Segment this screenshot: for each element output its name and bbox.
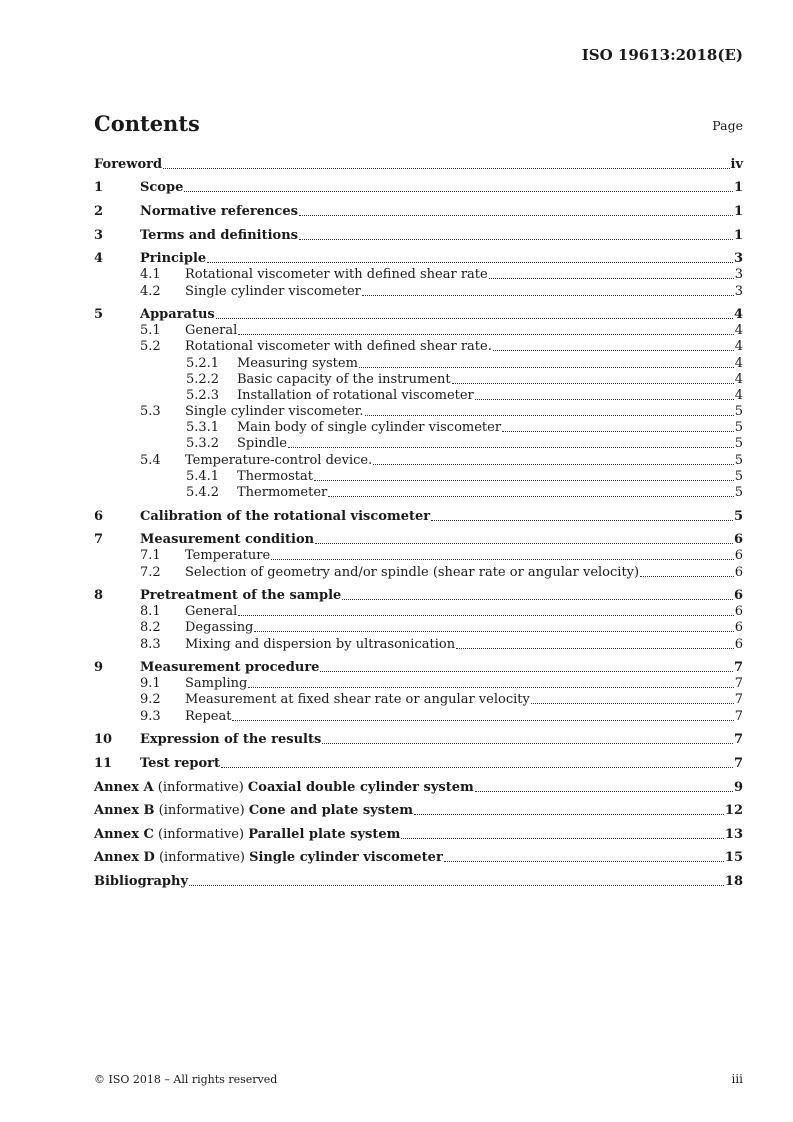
toc-entry-page: 3 (733, 251, 743, 266)
annex-prefix: Annex D (94, 850, 155, 865)
toc-entry-number: 5.3.2 (186, 436, 220, 451)
toc-entry-label: Degassing (185, 620, 254, 635)
toc-entry-page: 5 (734, 404, 743, 419)
toc-entry[interactable] (94, 755, 743, 771)
toc-entry-number: 8.2 (140, 620, 161, 635)
toc-entry-page: 5 (734, 420, 743, 435)
toc-entry[interactable] (94, 779, 743, 795)
toc-entry-number: 7.1 (140, 548, 161, 563)
dot-leader (401, 837, 724, 839)
toc-entry-page: 7 (733, 756, 743, 771)
toc-entry-number: 5.2.2 (186, 372, 220, 387)
toc-entry[interactable] (94, 826, 743, 842)
dot-leader (531, 702, 734, 704)
toc-entry[interactable] (94, 250, 743, 266)
toc-entry-page: 4 (734, 356, 743, 371)
toc-entry-label: Bibliography (94, 874, 189, 889)
toc-entry-label: Selection of geometry and/or spindle (shear rate or angular velocity) (185, 565, 640, 580)
toc-entry[interactable] (94, 802, 743, 818)
toc-entry-page: 5 (733, 509, 743, 524)
toc-entry-label (94, 827, 400, 842)
dot-leader (288, 446, 734, 448)
toc-entry-label: Single cylinder viscometer (185, 284, 361, 299)
dot-leader (489, 277, 734, 279)
toc-entry-page: 4 (734, 339, 743, 354)
toc-entry-number: 5.3.1 (186, 420, 220, 435)
toc-entry-label (94, 850, 443, 865)
toc-entry-label: Scope (140, 180, 184, 195)
toc-entry-label: General (185, 604, 238, 619)
toc-entry-label: Thermostat (237, 469, 313, 484)
toc-entry-page: 7 (734, 692, 743, 707)
toc-entry-page: 4 (734, 388, 743, 403)
dot-leader (414, 813, 724, 815)
dot-leader (452, 382, 734, 384)
toc-entry[interactable] (94, 435, 743, 451)
toc-entry-label: Apparatus (140, 307, 215, 322)
dot-leader (493, 349, 734, 351)
dot-leader (456, 647, 734, 649)
toc-entry-label: Expression of the results (140, 732, 322, 747)
toc-entry[interactable] (94, 419, 743, 435)
toc-entry-page: 1 (733, 228, 743, 243)
dot-leader (221, 766, 733, 768)
toc-entry-number: 8 (94, 588, 104, 603)
toc-entry-page: 4 (734, 323, 743, 338)
annex-title: Cone and plate system (248, 803, 414, 818)
toc-entry-label: General (185, 323, 238, 338)
annex-type: (informative) (154, 803, 249, 818)
page-title: Contents (94, 111, 200, 136)
toc-entry-label: Principle (140, 251, 207, 266)
toc-entry-number: 4.1 (140, 267, 161, 282)
toc-entry[interactable] (94, 691, 743, 707)
toc-entry-number: 5.1 (140, 323, 161, 338)
toc-entry-page: 3 (734, 284, 743, 299)
page-column-heading: Page (712, 118, 743, 133)
dot-leader (238, 333, 733, 335)
toc-entry-number: 10 (94, 732, 113, 747)
toc-entry-number: 5.2.3 (186, 388, 220, 403)
toc-entry[interactable] (94, 849, 743, 865)
toc-entry-label: Sampling (185, 676, 248, 691)
toc-entry-number: 7.2 (140, 565, 161, 580)
toc-entry-page: 6 (734, 548, 743, 563)
footer-page-number: iii (731, 1072, 743, 1086)
toc-entry-number: 9.1 (140, 676, 161, 691)
toc-entry-label: Spindle (237, 436, 287, 451)
toc-entry-page: 7 (733, 732, 743, 747)
toc-entry-page: 13 (724, 827, 743, 842)
toc-entry-label: Basic capacity of the instrument (237, 372, 451, 387)
toc-entry-label: Installation of rotational viscometer (237, 388, 474, 403)
toc-entry[interactable] (94, 203, 743, 219)
toc-entry-label: Pretreatment of the sample (140, 588, 342, 603)
toc-entry-number: 1 (94, 180, 104, 195)
toc-entry[interactable] (94, 731, 743, 747)
toc-entry[interactable] (94, 266, 743, 282)
toc-entry-page: 15 (724, 850, 743, 865)
dot-leader (163, 167, 729, 169)
toc-entry-label: Normative references (140, 204, 298, 219)
toc-entry[interactable] (94, 468, 743, 484)
toc-entry[interactable] (94, 659, 743, 675)
toc-entry[interactable] (94, 484, 743, 500)
toc-entry[interactable] (94, 547, 743, 563)
annex-type: (informative) (153, 827, 249, 842)
dot-leader (320, 670, 733, 672)
toc-entry-label: Temperature-control device. (185, 453, 373, 468)
toc-entry[interactable] (94, 587, 743, 603)
toc-entry-label (94, 803, 413, 818)
toc-entry[interactable] (94, 371, 743, 387)
toc-entry[interactable] (94, 675, 743, 691)
toc-entry-label: Mixing and dispersion by ultrasonication (185, 637, 456, 652)
toc-entry-label: Single cylinder viscometer. (185, 404, 364, 419)
toc-entry[interactable] (94, 708, 743, 724)
dot-leader (207, 261, 733, 263)
toc-entry-number: 4 (94, 251, 104, 266)
toc-entry-number: 5.2 (140, 339, 161, 354)
dot-leader (640, 575, 734, 577)
dot-leader (299, 214, 733, 216)
toc-entry-number: 2 (94, 204, 104, 219)
annex-type: (informative) (153, 780, 248, 795)
toc-entry[interactable] (94, 636, 743, 652)
dot-leader (314, 479, 734, 481)
toc-entry[interactable] (94, 338, 743, 354)
toc-entry-page: 12 (724, 803, 743, 818)
toc-entry-label: Rotational viscometer with defined shear rate (185, 267, 488, 282)
toc-entry-number: 5.4.2 (186, 485, 220, 500)
toc-entry-page: 1 (733, 204, 743, 219)
dot-leader (342, 598, 733, 600)
toc-entry[interactable] (94, 873, 743, 889)
toc-entry-page: 5 (734, 453, 743, 468)
dot-leader (365, 414, 734, 416)
annex-prefix: Annex C (94, 827, 154, 842)
annex-type: (informative) (154, 850, 250, 865)
toc-entry-label: Repeat (185, 709, 232, 724)
dot-leader (271, 558, 734, 560)
dot-leader (184, 190, 733, 192)
dot-leader (444, 860, 724, 862)
toc-entry-number: 3 (94, 228, 104, 243)
dot-leader (475, 790, 733, 792)
toc-entry[interactable] (94, 179, 743, 195)
toc-entry-page: 6 (734, 604, 743, 619)
dot-leader (431, 519, 733, 521)
toc-entry-page: 1 (733, 180, 743, 195)
dot-leader (248, 686, 733, 688)
dot-leader (254, 630, 733, 632)
toc-entry-page: iv (730, 157, 743, 172)
toc-entry-label: Terms and definitions (140, 228, 298, 243)
toc-entry-page: 4 (734, 372, 743, 387)
toc-entry-label: Measurement procedure (140, 660, 320, 675)
toc-entry-number: 8.1 (140, 604, 161, 619)
toc-entry-page: 6 (734, 565, 743, 580)
toc-entry-page: 6 (734, 620, 743, 635)
toc-entry-label: Measurement at fixed shear rate or angular velocity (185, 692, 530, 707)
dot-leader (232, 719, 733, 721)
toc-entry-number: 9.2 (140, 692, 161, 707)
dot-leader (359, 366, 734, 368)
toc-entry-number: 5.4.1 (186, 469, 220, 484)
toc-entry[interactable] (94, 387, 743, 403)
toc-entry-label: Test report (140, 756, 221, 771)
dot-leader (502, 430, 734, 432)
dot-leader (373, 463, 734, 465)
toc-entry[interactable] (94, 283, 743, 299)
toc-entry-label (94, 780, 474, 795)
toc-entry[interactable] (94, 227, 743, 243)
toc-entry[interactable] (94, 531, 743, 547)
toc-entry[interactable] (94, 508, 743, 524)
toc-entry-page: 18 (724, 874, 743, 889)
annex-prefix: Annex A (94, 780, 154, 795)
toc-entry-page: 9 (733, 780, 743, 795)
toc-entry-number: 4.2 (140, 284, 161, 299)
toc-entry-label: Thermometer (237, 485, 328, 500)
toc-entry-number: 6 (94, 509, 104, 524)
toc-entry-page: 7 (734, 676, 743, 691)
toc-entry-label: Calibration of the rotational viscometer (140, 509, 431, 524)
document-code: ISO 19613:2018(E) (581, 46, 743, 64)
toc-entry-page: 7 (734, 709, 743, 724)
toc-entry-page: 5 (734, 485, 743, 500)
toc-entry-page: 5 (734, 469, 743, 484)
toc-entry-label: Temperature (185, 548, 271, 563)
toc-entry[interactable] (94, 564, 743, 580)
toc-entry-label: Measuring system (237, 356, 358, 371)
dot-leader (299, 238, 733, 240)
toc-entry-number: 5.4 (140, 453, 161, 468)
toc-entry-number: 7 (94, 532, 104, 547)
toc-entry-label: Main body of single cylinder viscometer (237, 420, 502, 435)
toc-entry-number: 5.3 (140, 404, 161, 419)
annex-title: Coaxial double cylinder system (247, 780, 474, 795)
toc-entry-page: 6 (733, 532, 743, 547)
annex-title: Parallel plate system (248, 827, 401, 842)
toc-entry-number: 5 (94, 307, 104, 322)
toc-entry-number: 8.3 (140, 637, 161, 652)
toc-entry-page: 6 (733, 588, 743, 603)
toc-entry[interactable] (94, 403, 743, 419)
toc-entry-number: 5.2.1 (186, 356, 220, 371)
toc-entry[interactable] (94, 322, 743, 338)
toc-entry-label: Rotational viscometer with defined shear rate. (185, 339, 492, 354)
toc-entry[interactable] (94, 452, 743, 468)
toc-entry[interactable] (94, 603, 743, 619)
toc-entry[interactable] (94, 306, 743, 322)
toc-entry-page: 3 (734, 267, 743, 282)
toc-entry-number: 9.3 (140, 709, 161, 724)
toc-entry[interactable] (94, 156, 743, 172)
toc-entry-label: Measurement condition (140, 532, 315, 547)
toc-entry-page: 4 (733, 307, 743, 322)
dot-leader (475, 398, 734, 400)
footer-copyright: © ISO 2018 – All rights reserved (94, 1073, 278, 1086)
dot-leader (216, 317, 733, 319)
toc-entry-number: 11 (94, 756, 113, 771)
dot-leader (315, 542, 733, 544)
dot-leader (328, 495, 733, 497)
dot-leader (238, 614, 733, 616)
toc-entry[interactable] (94, 355, 743, 371)
annex-title: Single cylinder viscometer (249, 850, 443, 865)
toc-entry-page: 5 (734, 436, 743, 451)
dot-leader (322, 742, 733, 744)
dot-leader (189, 884, 724, 886)
dot-leader (362, 294, 734, 296)
toc-entry-page: 6 (734, 637, 743, 652)
toc-entry-number: 9 (94, 660, 104, 675)
toc-entry-page: 7 (733, 660, 743, 675)
toc-entry-label: Foreword (94, 157, 163, 172)
toc-entry[interactable] (94, 619, 743, 635)
annex-prefix: Annex B (94, 803, 155, 818)
